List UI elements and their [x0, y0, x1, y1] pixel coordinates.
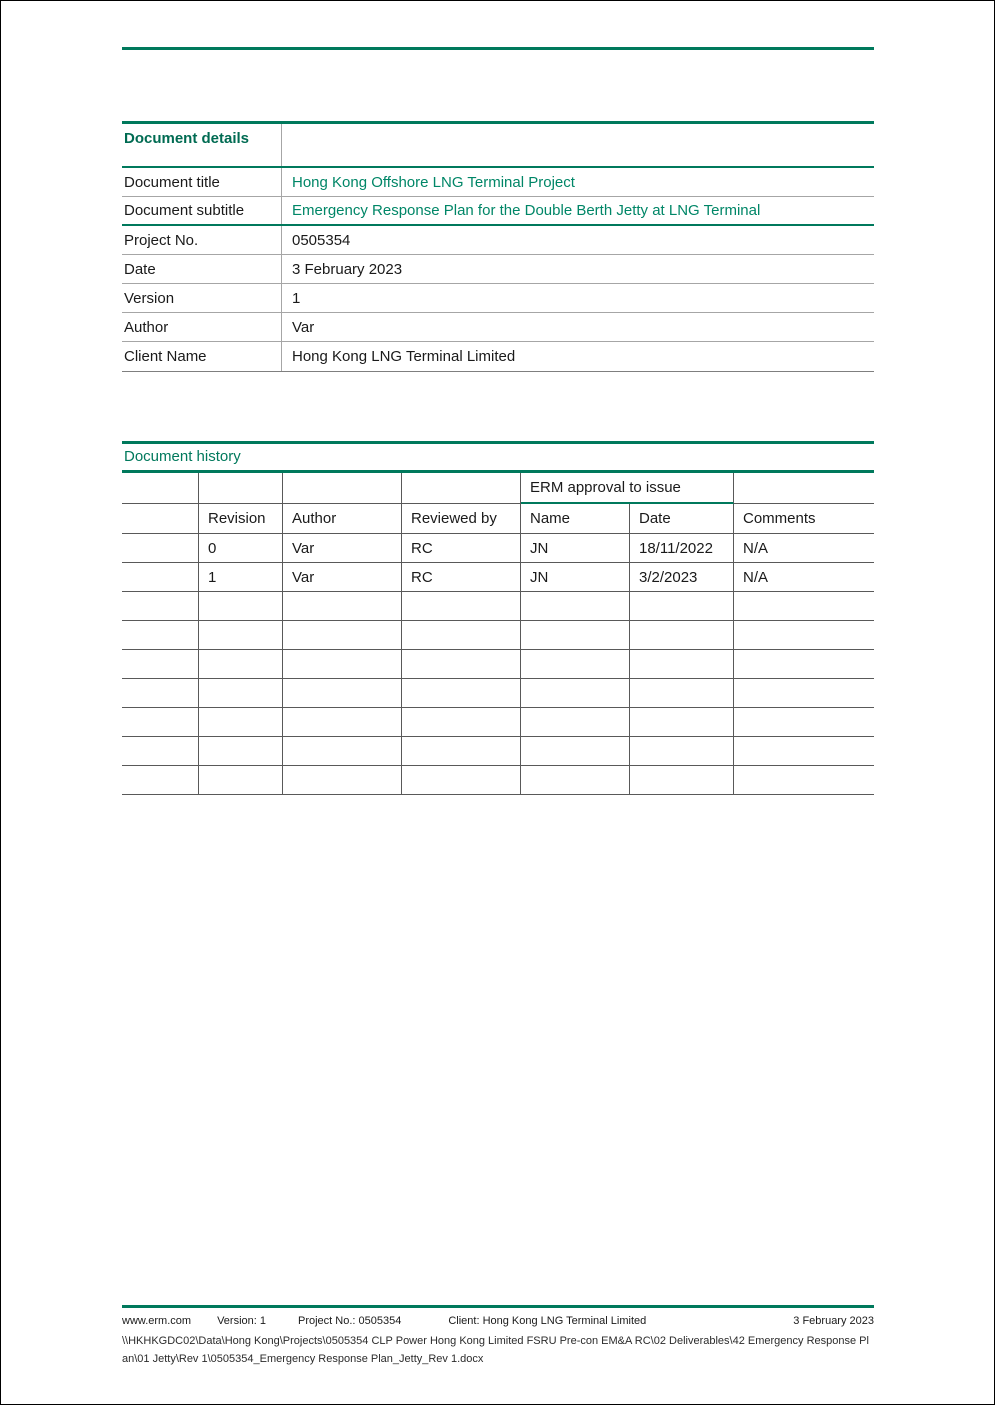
- empty-cell: [734, 621, 874, 650]
- empty-cell: [122, 766, 199, 795]
- empty-cell: [630, 766, 734, 795]
- detail-value-document-subtitle: Emergency Response Plan for the Double Berth Jetty at LNG Terminal: [292, 202, 761, 219]
- empty-cell: [199, 650, 283, 679]
- empty-cell: [122, 650, 199, 679]
- empty-cell: [521, 592, 630, 621]
- empty-cell: [734, 473, 874, 504]
- empty-cell: [283, 650, 402, 679]
- empty-cell: [734, 592, 874, 621]
- document-details-heading-spacer: [282, 124, 874, 166]
- empty-cell: [630, 621, 734, 650]
- empty-cell: [402, 650, 521, 679]
- footer-project-no: Project No.: 0505354: [297, 1315, 402, 1327]
- empty-cell: [734, 650, 874, 679]
- column-header-revision: Revision: [199, 504, 283, 534]
- history-empty-row: [122, 650, 874, 679]
- column-header-reviewed-by: Reviewed by: [402, 504, 521, 534]
- detail-label-client-name: Client Name: [122, 342, 282, 371]
- empty-cell: [199, 592, 283, 621]
- table-row: [122, 342, 874, 371]
- detail-label-project-no: Project No.: [122, 226, 282, 254]
- empty-cell: [122, 592, 199, 621]
- cell-revision: 0: [199, 534, 283, 563]
- history-empty-row: [122, 592, 874, 621]
- document-history-heading: Document history: [122, 441, 874, 473]
- document-details-section: [122, 121, 874, 372]
- detail-label-author: Author: [122, 313, 282, 341]
- table-row: [122, 197, 874, 226]
- table-row: [122, 255, 874, 284]
- cell-revision: 1: [199, 563, 283, 592]
- empty-cell: [734, 708, 874, 737]
- cell-author: Var: [283, 534, 402, 563]
- empty-cell: [199, 621, 283, 650]
- header-rule: [122, 47, 874, 50]
- column-header-name: Name: [521, 504, 630, 534]
- table-row: [122, 284, 874, 313]
- empty-cell: [122, 737, 199, 766]
- empty-cell: [283, 621, 402, 650]
- history-row-1: [122, 563, 874, 592]
- history-row-0: [122, 534, 874, 563]
- detail-label-version: Version: [122, 284, 282, 312]
- document-details-table: [122, 121, 874, 372]
- history-empty-row: [122, 708, 874, 737]
- empty-cell: [734, 766, 874, 795]
- cell-reviewed-by: RC: [402, 534, 521, 563]
- cell-author: Var: [283, 563, 402, 592]
- empty-cell: [521, 737, 630, 766]
- empty-cell: [521, 621, 630, 650]
- empty-cell: [402, 592, 521, 621]
- document-details-header-row: [122, 124, 874, 168]
- footer-date: 3 February 2023: [793, 1315, 874, 1327]
- empty-cell: [402, 737, 521, 766]
- empty-cell: [521, 766, 630, 795]
- cell-reviewed-by: RC: [402, 563, 521, 592]
- column-header-date: Date: [630, 504, 734, 534]
- cell-name: JN: [521, 534, 630, 563]
- empty-cell: [521, 650, 630, 679]
- history-empty-row: [122, 766, 874, 795]
- empty-cell: [521, 708, 630, 737]
- empty-cell: [734, 737, 874, 766]
- empty-cell: [402, 473, 521, 504]
- empty-cell: [630, 592, 734, 621]
- empty-cell: [283, 679, 402, 708]
- history-empty-row: [122, 621, 874, 650]
- table-row: [122, 226, 874, 255]
- empty-cell: [122, 504, 199, 534]
- empty-cell: [199, 473, 283, 504]
- document-details-heading: Document details: [122, 124, 282, 166]
- empty-cell: [402, 766, 521, 795]
- history-empty-row: [122, 737, 874, 766]
- cell-date: 18/11/2022: [630, 534, 734, 563]
- empty-cell: [283, 473, 402, 504]
- empty-cell: [630, 679, 734, 708]
- cell-comments: N/A: [734, 563, 874, 592]
- empty-cell: [122, 563, 199, 592]
- empty-cell: [122, 708, 199, 737]
- detail-value-project-no: 0505354: [292, 231, 351, 249]
- empty-cell: [122, 473, 199, 504]
- empty-cell: [402, 679, 521, 708]
- empty-cell: [122, 621, 199, 650]
- empty-cell: [630, 650, 734, 679]
- cell-date: 3/2/2023: [630, 563, 734, 592]
- table-row: [122, 313, 874, 342]
- table-row: [122, 168, 874, 197]
- empty-cell: [521, 679, 630, 708]
- detail-label-document-subtitle: Document subtitle: [122, 197, 282, 224]
- empty-cell: [199, 766, 283, 795]
- footer-client: Client: Hong Kong LNG Terminal Limited: [448, 1315, 647, 1327]
- empty-cell: [402, 708, 521, 737]
- footer-info-line: [122, 1308, 874, 1327]
- cell-comments: N/A: [734, 534, 874, 563]
- empty-cell: [199, 737, 283, 766]
- detail-value-document-title: Hong Kong Offshore LNG Terminal Project: [292, 173, 575, 191]
- empty-cell: [122, 534, 199, 563]
- column-header-comments: Comments: [734, 504, 874, 534]
- history-column-header-row: [122, 504, 874, 534]
- detail-value-version: 1: [292, 289, 301, 307]
- empty-cell: [734, 679, 874, 708]
- footer-file-path: \\HKHKGDC02\Data\Hong Kong\Projects\0505354 CLP Power Hong Kong Limited FSRU Pre-con EM&A RC\02 Deliverables\42 Emergency Response Plan\01 Jetty\Rev 1\0505354_Emergency Response Plan_Jetty_Rev 1.docx: [122, 1335, 869, 1365]
- empty-cell: [199, 679, 283, 708]
- empty-cell: [283, 708, 402, 737]
- empty-cell: [283, 737, 402, 766]
- history-empty-row: [122, 679, 874, 708]
- detail-value-date: 3 February 2023: [292, 260, 403, 278]
- empty-cell: [402, 621, 521, 650]
- column-header-author: Author: [283, 504, 402, 534]
- footer-version: Version: 1: [217, 1315, 266, 1327]
- detail-label-document-title: Document title: [122, 168, 282, 196]
- erm-approval-header: ERM approval to issue: [521, 473, 734, 504]
- document-history-section: [122, 441, 874, 795]
- empty-cell: [122, 679, 199, 708]
- detail-value-client-name: Hong Kong LNG Terminal Limited: [292, 348, 516, 365]
- document-history-table: [122, 473, 874, 795]
- empty-cell: [283, 766, 402, 795]
- empty-cell: [199, 708, 283, 737]
- empty-cell: [630, 737, 734, 766]
- approval-header-row: [122, 473, 874, 504]
- empty-cell: [283, 592, 402, 621]
- empty-cell: [630, 708, 734, 737]
- detail-label-date: Date: [122, 255, 282, 283]
- page-footer: [122, 1305, 874, 1368]
- cell-name: JN: [521, 563, 630, 592]
- detail-value-author: Var: [292, 318, 315, 336]
- footer-website: www.erm.com: [122, 1315, 192, 1327]
